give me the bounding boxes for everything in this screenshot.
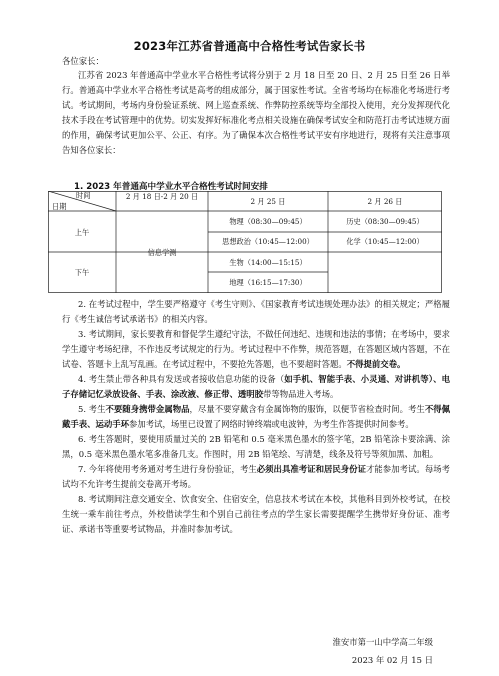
item-3 (62, 327, 450, 372)
item-5-text-c: 参加考试，场里已设置了网络时钟终端或电波钟，为考生作答提供时间参考。 (129, 419, 414, 429)
item-4 (62, 372, 450, 402)
notice-items (62, 297, 450, 537)
item-3-emphasis: 不得提前交卷。 (346, 359, 406, 369)
item-6: 6. 考生答题时，要使用质量过关的 2B 铅笔和 0.5 毫米黑色墨水的签字笔，2B 铅笔涂卡要涂满、涂黑，0.5 毫米黑色墨水笔多准备几支。作图时，用 2B 铅笔绘、写清楚，线条及符号等须加黑、加粗。 (62, 434, 450, 459)
exam-chemistry: 化学（10:45—12:00） (346, 237, 424, 246)
exam-history: 历史（08:30—09:45） (346, 217, 424, 226)
exam-geography: 地理（16:15—17:30） (229, 278, 307, 287)
exam-physics: 物理（08:30—09:45） (229, 217, 307, 226)
item-7-text-a: 7. 今年将使用考务通对考生进行身份验证，考生 (78, 464, 257, 474)
item-5-text-b: ，尽量不要穿戴含有金属饰物的服饰，以便节省检查时间。考生 (189, 404, 425, 414)
signature-school: 淮安市第一山中学高二年级 (332, 637, 433, 647)
row-morning: 上午 (74, 228, 90, 237)
item-5-text-a: 5. 考生 (78, 404, 106, 414)
intro-paragraph: 江苏省 2023 年普通高中学业水平合格性考试将分别于 2 月 18 日至 20 日、2 月 25 日至 26 日举行。普通高中学业水平合格性考试是高考的组成部分，属于国家性考试。全省考场均在标准化考场进行考试。考试期间，考场内身份验证系统、网上巡查系统、作弊防控系统等均全部投入使用，充分发挥现代化技术手段在考试管理中的优势。切实发挥好标准化考点相关设施在确保考试安全和防范打击考试违规方面的作用，确保考试更加公平、公正、有序。为了确保本次合格性考试平安有序地进行，现将有关注意事项告知各位家长： (62, 70, 450, 155)
item-5-emphasis-a: 不要随身携带金属物品 (105, 404, 190, 414)
document-title: 2023年江苏省普通高中合格性考试告家长书 (133, 39, 366, 53)
item-5 (62, 402, 450, 432)
header-date: 日期 (52, 202, 67, 211)
signature-date: 2023 年 02 月 15 日 (351, 655, 433, 665)
item-8: 8. 考试期间注意交通安全、饮食安全、住宿安全，信息技术考试在本校，其他科目到外校考试，在校生统一乘车前往考点，外校借读学生和个别自己前往考点的学生家长需要提醒学生携带好身份证、准考证、承诺书等重要考试物品，并准时参加考试。 (62, 494, 450, 534)
item-4-text-a: 4. 考生禁止带各种具有发送或者接收信息功能的设备（ (78, 374, 285, 384)
col-header-feb26: 2 月 26 日 (367, 197, 403, 206)
item-4-emphasis: 如手机、智能手表、小灵通、对讲机等）、电子存储记忆录放设备、手表、涂改液、修正带、透明胶 (62, 374, 450, 399)
item-7-emphasis: 必须出具准考证和居民身份证 (256, 464, 366, 474)
row-afternoon: 下午 (74, 268, 90, 277)
schedule-table (48, 191, 442, 293)
header-time: 时间 (76, 191, 91, 200)
item-7 (62, 462, 450, 492)
item-3-text: 3. 考试期间，家长要教育和督促学生遵纪守法，不做任何违纪、违规和违法的事情；在考场中，要求学生遵守考场纪律，不作违反考试规定的行为。考试过程中不作弊，规范答题，在答题区域内答题，不在试卷、答题卡上乱写乱画。在考试过程中，不要抢先答题，也不要超时答题。 (62, 329, 450, 369)
item-7-text-b: 才能参加考试。每场考试均不允许考生提前交卷离开考场。 (62, 464, 451, 489)
exam-biology: 生物（14:00—15:15） (229, 258, 307, 267)
item-4-text-b: 带等物品进入考场。 (263, 389, 339, 399)
greeting: 各位家长： (62, 56, 104, 66)
item-2: 2. 在考试过程中，学生要严格遵守《考生守则》、《国家教育考试违规处理办法》的相关规定；严格履行《考生诚信考试承诺书》的相关内容。 (62, 299, 450, 324)
exam-politics: 思想政治（10:45—12:00） (222, 237, 314, 246)
schedule-table-title: 1. 2023 年普通高中学业水平合格性考试时间安排 (74, 182, 268, 192)
item-5-emphasis-b: 不得佩戴手表、运动手环 (62, 404, 451, 429)
col-header-feb18: 2 月 18 日-2 月 20 日 (125, 192, 199, 201)
info-tech-exam: 信息学测 (147, 248, 177, 257)
col-header-feb25: 2 月 25 日 (250, 197, 286, 206)
